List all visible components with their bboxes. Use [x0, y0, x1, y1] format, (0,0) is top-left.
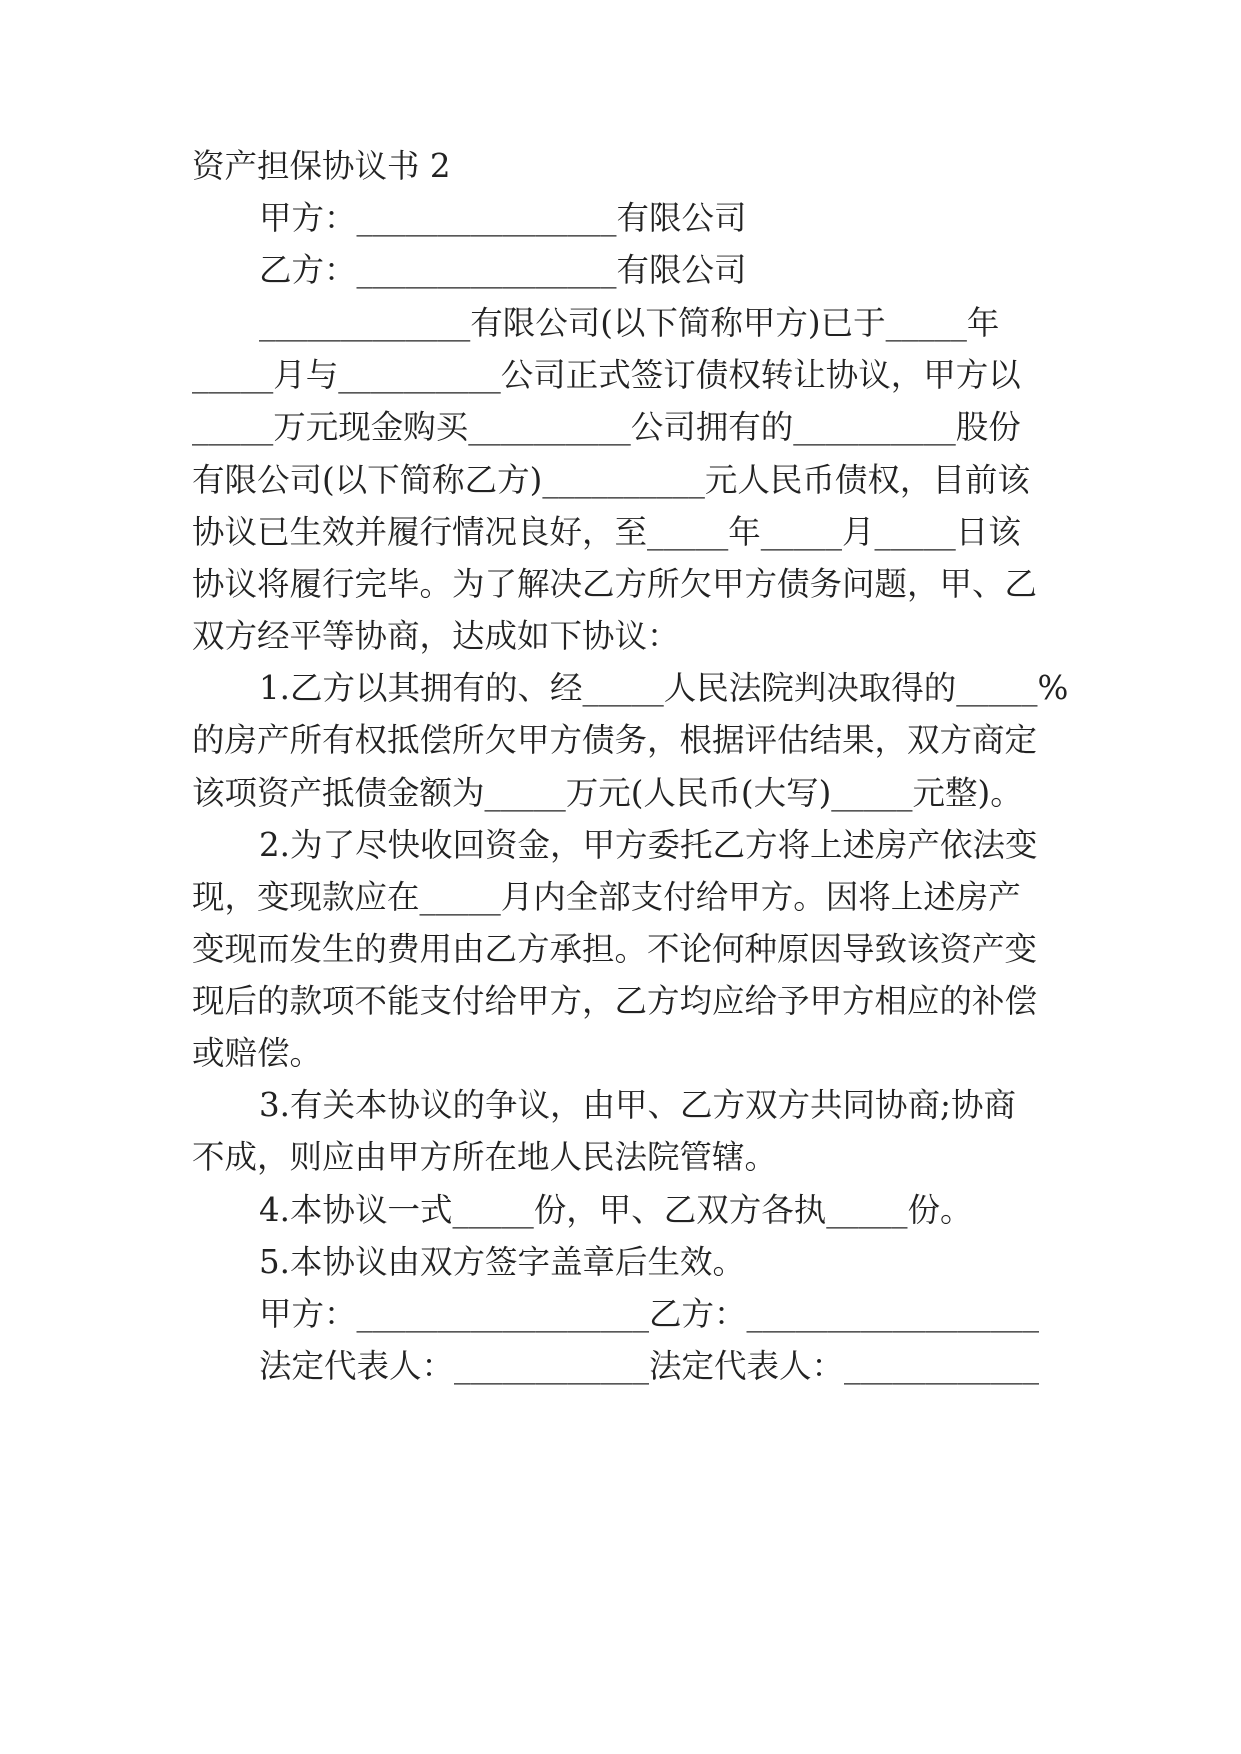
- intro-line-6: 协议将履行完毕。为了解决乙方所欠甲方债务问题，甲、乙: [192, 565, 1038, 603]
- clause-3-line-2: 不成，则应由甲方所在地人民法院管辖。: [192, 1138, 778, 1176]
- party-b-line: 乙方：________________有限公司: [259, 251, 747, 289]
- clause-2-line-3: 变现而发生的费用由乙方承担。不论何种原因导致该资产变: [192, 930, 1038, 968]
- party-a-line: 甲方：________________有限公司: [259, 199, 747, 237]
- clause-5: 5.本协议由双方签字盖章后生效。: [259, 1243, 746, 1281]
- intro-line-4: 有限公司(以下简称乙方)__________元人民币债权，目前该: [192, 461, 1030, 499]
- intro-line-5: 协议已生效并履行情况良好，至_____年_____月_____日该: [192, 513, 1021, 551]
- intro-line-3: _____万元现金购买__________公司拥有的__________股份: [192, 408, 1021, 446]
- clause-3-line-1: 3.有关本协议的争议，由甲、乙方双方共同协商;协商: [259, 1086, 1016, 1124]
- intro-line-1: _____________有限公司(以下简称甲方)已于_____年: [259, 304, 1000, 342]
- document-title: 资产担保协议书 2: [192, 147, 451, 185]
- clause-1-line-2: 的房产所有权抵偿所欠甲方债务，根据评估结果，双方商定: [192, 721, 1038, 759]
- clause-4: 4.本协议一式_____份，甲、乙双方各执_____份。: [259, 1191, 973, 1229]
- intro-line-2: _____月与__________公司正式签订债权转让协议，甲方以: [192, 356, 1021, 394]
- clause-2-line-4: 现后的款项不能支付给甲方，乙方均应给予甲方相应的补偿: [192, 982, 1038, 1020]
- clause-1-line-3: 该项资产抵债金额为_____万元(人民币(大写)_____元整)。: [192, 774, 1023, 812]
- signature-representative-line: 法定代表人：____________法定代表人：____________: [259, 1347, 1040, 1385]
- clause-2-line-5: 或赔偿。: [192, 1034, 323, 1072]
- clause-2-line-1: 2.为了尽快收回资金，甲方委托乙方将上述房产依法变: [259, 826, 1038, 864]
- intro-line-7: 双方经平等协商，达成如下协议：: [192, 617, 680, 655]
- clause-1-line-1: 1.乙方以其拥有的、经_____人民法院判决取得的_____%: [259, 669, 1069, 707]
- clause-2-line-2: 现，变现款应在_____月内全部支付给甲方。因将上述房产: [192, 878, 1021, 916]
- signature-party-line: 甲方：__________________乙方：__________________: [259, 1295, 1040, 1333]
